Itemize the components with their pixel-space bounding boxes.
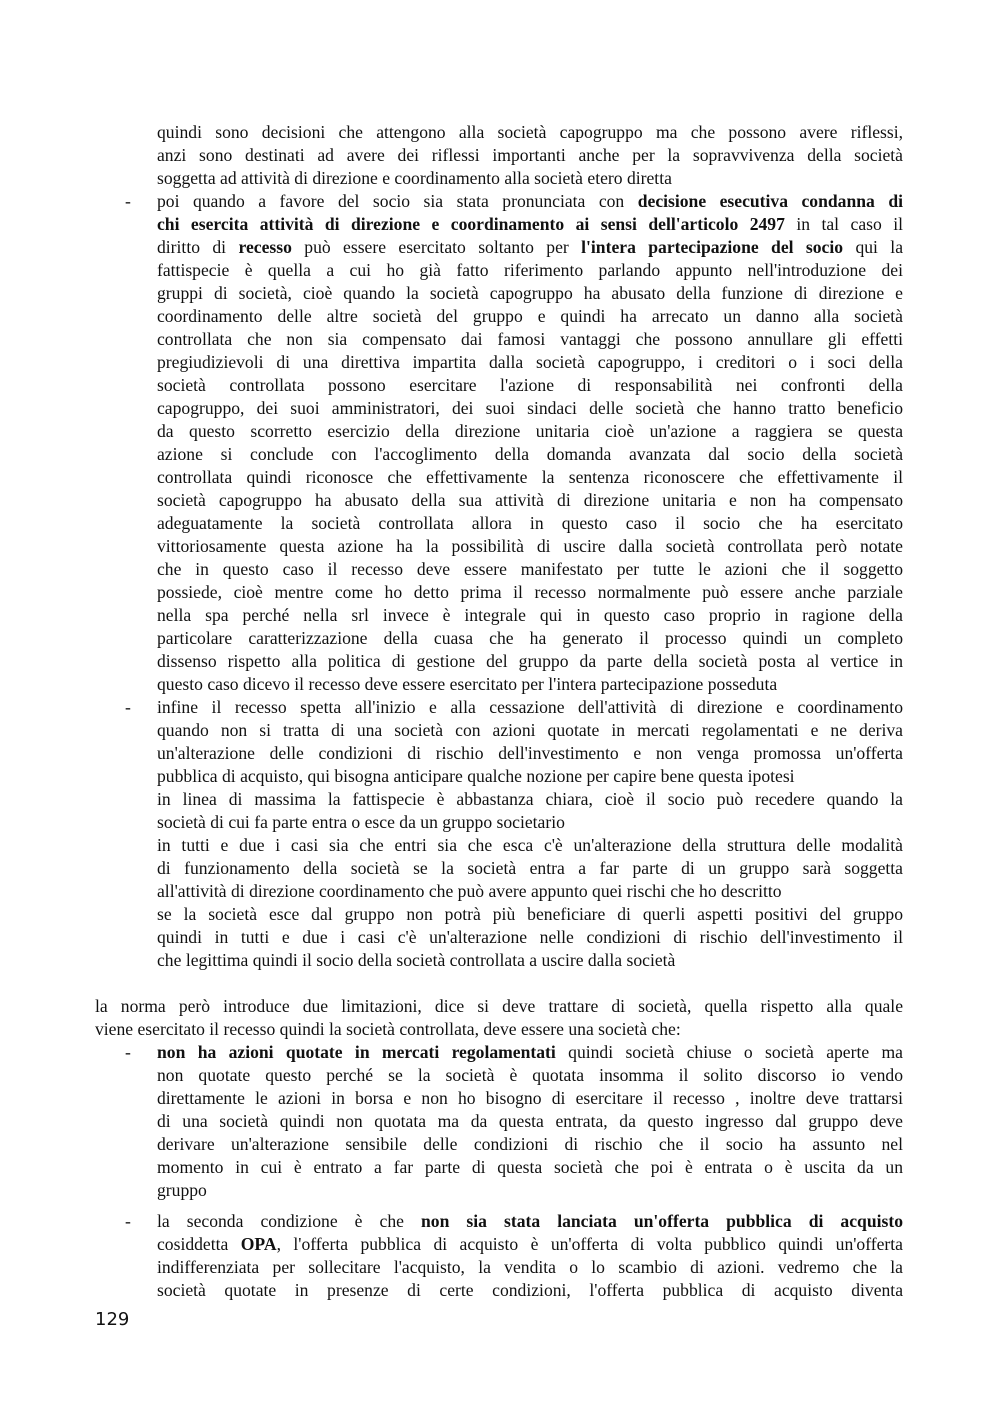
text-run: diritto di — [157, 237, 239, 257]
text-line: indifferenziata per sollecitare l'acquisto, la vendita o lo scambio di azioni. vedremo che la — [157, 1257, 903, 1277]
text-line: controllata che non sia compensato dai famosi vantaggi che possono annullare gli effetti — [157, 329, 903, 349]
text-line — [157, 213, 903, 236]
text-line: controllata quindi riconosce che effettivamente la sentenza riconoscere che effettivamente il — [157, 467, 903, 487]
text-line — [157, 236, 903, 259]
bold-text: l'intera partecipazione del socio — [581, 237, 844, 257]
text-line — [157, 1233, 903, 1256]
bold-text: recesso — [238, 237, 292, 257]
text-line: gruppo — [157, 1180, 207, 1200]
text-line: capogruppo, dei suoi amministratori, dei suoi sindaci delle società che hanno tratto beneficio — [157, 398, 903, 418]
text-line: pregiudizievoli di una direttiva impartita dalla società capogruppo, i creditori o i soci della — [157, 352, 903, 372]
text-run: in tal caso il — [784, 214, 903, 234]
bullet-dash: - — [125, 1042, 131, 1062]
text-line: gruppi di società, cioè quando la società capogruppo ha abusato della funzione di direzione e — [157, 283, 903, 303]
text-run: può essere esercitato soltanto per — [291, 237, 582, 257]
text-line: pubblica di acquisto, qui bisogna anticipare qualche nozione per capire bene questa ipotesi — [157, 766, 795, 786]
text-line: società controllata possono esercitare l'azione di responsabilità nei confronti della — [157, 375, 903, 395]
text-line: coordinamento delle altre società del gruppo e quindi ha arrecato un danno alla società — [157, 306, 903, 326]
text-line: infine il recesso spetta all'inizio e alla cessazione dell'attività di direzione e coordinamento — [157, 697, 903, 717]
bold-text: chi esercita attività di direzione e coordinamento ai sensi dell'articolo 2497 — [157, 214, 785, 234]
text-line: di funzionamento della società se la società entra a far parte di un gruppo sarà soggetta — [157, 858, 903, 878]
text-line: che in questo caso il recesso deve essere manifestato per tutte le azioni che il soggetto — [157, 559, 903, 579]
text-line: direttamente le azioni in borsa e non ho bisogno di esercitare il recesso , inoltre deve trattarsi — [157, 1088, 903, 1108]
text-line: dissenso rispetto alla politica di gestione del gruppo da parte della società posta al vertice in — [157, 651, 903, 671]
bold-text: OPA — [240, 1234, 277, 1254]
bold-text: non sia stata lanciata un'offerta pubblica di acquisto — [421, 1211, 903, 1231]
text-line — [157, 1210, 903, 1233]
text-line: quando non si tratta di una società con azioni quotate in mercati regolamentati e ne deriva — [157, 720, 903, 740]
text-run: qui la — [843, 237, 904, 257]
text-line: se la società esce dal gruppo non potrà più beneficiare di queгli aspetti positivi del gruppo — [157, 904, 903, 924]
bullet-dash: - — [125, 697, 131, 717]
text-line: società di cui fa parte entra o esce da un gruppo societario — [157, 812, 565, 832]
text-run: , l'offerta pubblica di acquisto è un'offerta di volta pubblico quindi un'offerta — [276, 1234, 903, 1254]
text-line: non quotate questo perché se la società è quotata insomma il solito discorso io vendo — [157, 1065, 903, 1085]
text-run: la seconda condizione è che — [157, 1211, 421, 1231]
page-number: 129 — [95, 1309, 130, 1330]
bullet-dash: - — [125, 1211, 131, 1231]
text-line: derivare un'alterazione sensibile delle condizioni di rischio che il socio ha assunto nel — [157, 1134, 903, 1154]
text-run: poi quando a favore del socio sia stata pronunciata con — [157, 191, 638, 211]
text-line: che legittima quindi il socio della società controllata a uscire dalla società — [157, 950, 676, 970]
text-run: quindi società chiuse o società aperte ma — [555, 1042, 903, 1062]
text-line: all'attività di direzione coordinamento che può avere appunto quei rischi che ho descritto — [157, 881, 782, 901]
text-line: questo caso dicevo il recesso deve essere esercitato per l'intera partecipazione posseduta — [157, 674, 778, 694]
text-line — [157, 1041, 903, 1064]
text-line: particolare caratterizzazione della cuasa che ha generato il processo quindi un completo — [157, 628, 903, 648]
text-line: la norma però introduce due limitazioni, dice si deve trattare di società, quella rispetto alla quale — [95, 996, 903, 1016]
bullet-dash: - — [125, 191, 131, 211]
text-line: da questo scorretto esercizio della direzione unitaria cioè un'azione a raggiera se questa — [157, 421, 903, 441]
text-line: possiede, cioè mentre come ho detto prima il recesso normalmente può essere anche parziale — [157, 582, 903, 602]
text-line: società capogruppo ha abusato della sua attività di direzione unitaria e non ha compensato — [157, 490, 903, 510]
text-line: anzi sono destinati ad avere dei riflessi importanti anche per la sopravvivenza della società — [157, 145, 903, 165]
bold-text: non ha azioni quotate in mercati regolamentati — [157, 1042, 556, 1062]
text-line: momento in cui è entrato a far parte di questa società che poi è entrata o è uscita da un — [157, 1157, 903, 1177]
text-line: vittoriosamente questa azione ha la possibilità di uscire dalla società controllata però notate — [157, 536, 903, 556]
text-line: quindi sono decisioni che attengono alla società capogruppo ma che possono avere riflessi, — [157, 122, 903, 142]
text-line: un'alterazione delle condizioni di rischio dell'investimento e non venga promossa un'offerta — [157, 743, 903, 763]
text-line: di una società quindi non quotata ma da questa entrata, da questo ingresso dal gruppo deve — [157, 1111, 903, 1131]
text-run: cosiddetta — [157, 1234, 241, 1254]
text-line: adeguatamente la società controllata allora in questo caso il socio che ha esercitato — [157, 513, 903, 533]
text-line: nella spa perché nella srl invece è integrale qui in questo caso proprio in ragione della — [157, 605, 903, 625]
bold-text: decisione esecutiva condanna di — [637, 191, 903, 211]
text-line: quindi in tutti e due i casi c'è un'alterazione nelle condizioni di rischio dell'investimento il — [157, 927, 903, 947]
text-line: soggetta ad attività di direzione e coordinamento alla società etero diretta — [157, 168, 672, 188]
text-line: società quotate in presenze di certe condizioni, l'offerta pubblica di acquisto diventa — [157, 1280, 903, 1300]
text-line: in linea di massima la fattispecie è abbastanza chiara, cioè il socio può recedere quando la — [157, 789, 903, 809]
text-line — [157, 190, 903, 213]
text-line: viene esercitato il recesso quindi la società controllata, deve essere una società che: — [95, 1019, 681, 1039]
text-line: azione si conclude con l'accoglimento della domanda avanzata dal socio della società — [157, 444, 903, 464]
text-line: in tutti e due i casi sia che entri sia che esca c'è un'alterazione della struttura delle modalità — [157, 835, 903, 855]
text-line: fattispecie è quella a cui ho già fatto riferimento parlando appunto nell'introduzione dei — [157, 260, 903, 280]
